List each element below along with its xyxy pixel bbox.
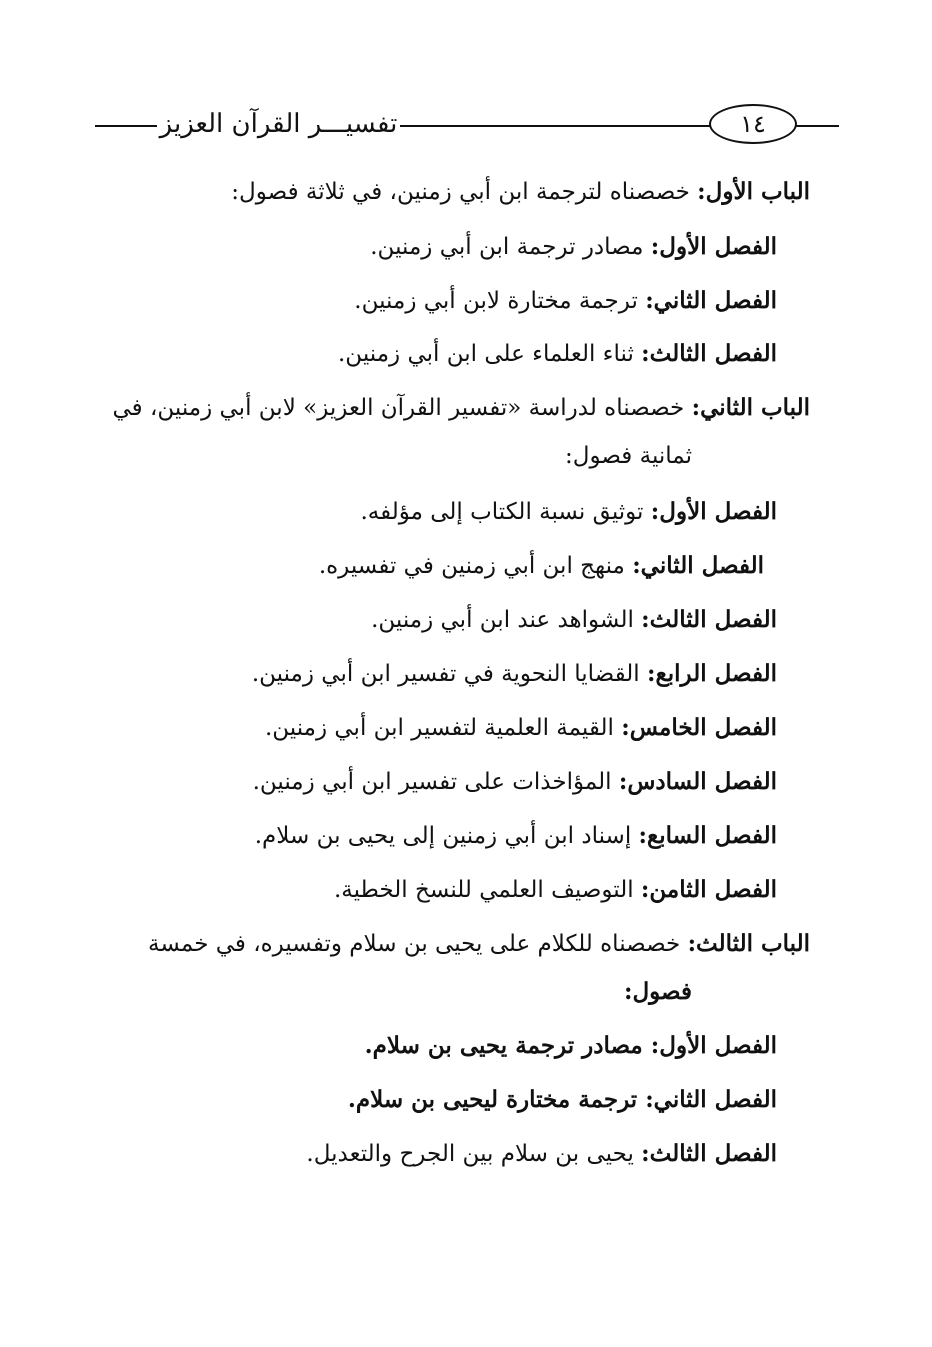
page-header <box>95 100 840 152</box>
section-label: الفصل الثالث: <box>641 1140 777 1167</box>
chapter-3-section-2 <box>348 1080 777 1120</box>
section-text: منهج ابن أبي زمنين في تفسيره. <box>318 553 633 579</box>
chapter-2-section-3 <box>371 600 777 640</box>
chapter-2-text: خصصناه لدراسة «تفسير القرآن العزيز» لابن أبي زمنين، في <box>112 395 692 421</box>
section-label: الفصل الخامس: <box>621 714 777 741</box>
chapter-3-section-1 <box>365 1026 777 1066</box>
chapter-2-section-7 <box>255 816 777 856</box>
chapter-1-section-2 <box>354 281 777 321</box>
chapter-1-section-3 <box>338 334 777 374</box>
chapter-3-line <box>148 924 810 964</box>
section-text: مصادر ترجمة ابن أبي زمنين. <box>370 234 651 260</box>
chapter-2-section-5 <box>265 708 777 748</box>
chapter-3-continuation: فصول: <box>623 978 692 1005</box>
section-label: الفصل السابع: <box>638 822 777 849</box>
section-text: التوصيف العلمي للنسخ الخطية. <box>333 877 641 903</box>
section-label: الفصل الأول: <box>650 498 777 525</box>
header-rule-left <box>95 125 157 127</box>
chapter-2-section-6 <box>253 762 777 802</box>
chapter-3-text: خصصناه للكلام على يحيى بن سلام وتفسيره، في خمسة <box>148 931 688 957</box>
section-text: يحيى بن سلام بين الجرح والتعديل. <box>306 1141 642 1167</box>
section-text: مصادر ترجمة يحيى بن سلام. <box>364 1032 651 1059</box>
chapter-3-section-3 <box>306 1134 777 1174</box>
section-text: إسناد ابن أبي زمنين إلى يحيى بن سلام. <box>254 823 639 849</box>
section-text: ترجمة مختارة لابن أبي زمنين. <box>354 288 646 314</box>
section-label: الفصل الأول: <box>650 1032 777 1059</box>
section-text: ترجمة مختارة ليحيى بن سلام. <box>347 1086 646 1113</box>
page-number-oval <box>709 104 797 144</box>
chapter-2-section-8 <box>334 870 777 910</box>
page-number: ١٤ <box>740 110 766 138</box>
running-title: تفسيـــر القرآن العزيز <box>159 109 398 139</box>
section-label: الفصل الثاني: <box>645 1086 777 1113</box>
chapter-1-line <box>231 172 810 212</box>
section-text: الشواهد عند ابن أبي زمنين. <box>371 607 642 633</box>
chapter-1-text: خصصناه لترجمة ابن أبي زمنين، في ثلاثة فصول: <box>231 179 698 205</box>
section-text: القيمة العلمية لتفسير ابن أبي زمنين. <box>264 715 622 741</box>
section-label: الفصل الثاني: <box>645 287 777 314</box>
section-label: الفصل الثامن: <box>640 876 777 903</box>
chapter-2-section-2 <box>319 546 764 586</box>
chapter-1-label: الباب الأول: <box>697 178 810 205</box>
section-text: ثناء العلماء على ابن أبي زمنين. <box>338 341 642 367</box>
chapter-3-label: الباب الثالث: <box>687 930 810 957</box>
section-label: الفصل الثالث: <box>641 340 777 367</box>
chapter-2-line <box>112 388 810 428</box>
section-text: القضايا النحوية في تفسير ابن أبي زمنين. <box>251 661 647 687</box>
section-label: الفصل الثالث: <box>641 606 777 633</box>
chapter-2-label: الباب الثاني: <box>691 394 810 421</box>
section-label: الفصل الثاني: <box>632 552 764 579</box>
section-text: المؤاخذات على تفسير ابن أبي زمنين. <box>252 769 619 795</box>
section-label: الفصل السادس: <box>618 768 777 795</box>
chapter-2-continuation: ثمانية فصول: <box>565 443 692 469</box>
section-label: الفصل الأول: <box>650 233 777 260</box>
chapter-2-section-1 <box>360 492 777 532</box>
section-label: الفصل الرابع: <box>646 660 777 687</box>
section-text: توثيق نسبة الكتاب إلى مؤلفه. <box>360 499 651 525</box>
chapter-2-section-4 <box>252 654 777 694</box>
header-rule-right <box>795 125 839 127</box>
chapter-1-section-1 <box>370 227 777 267</box>
